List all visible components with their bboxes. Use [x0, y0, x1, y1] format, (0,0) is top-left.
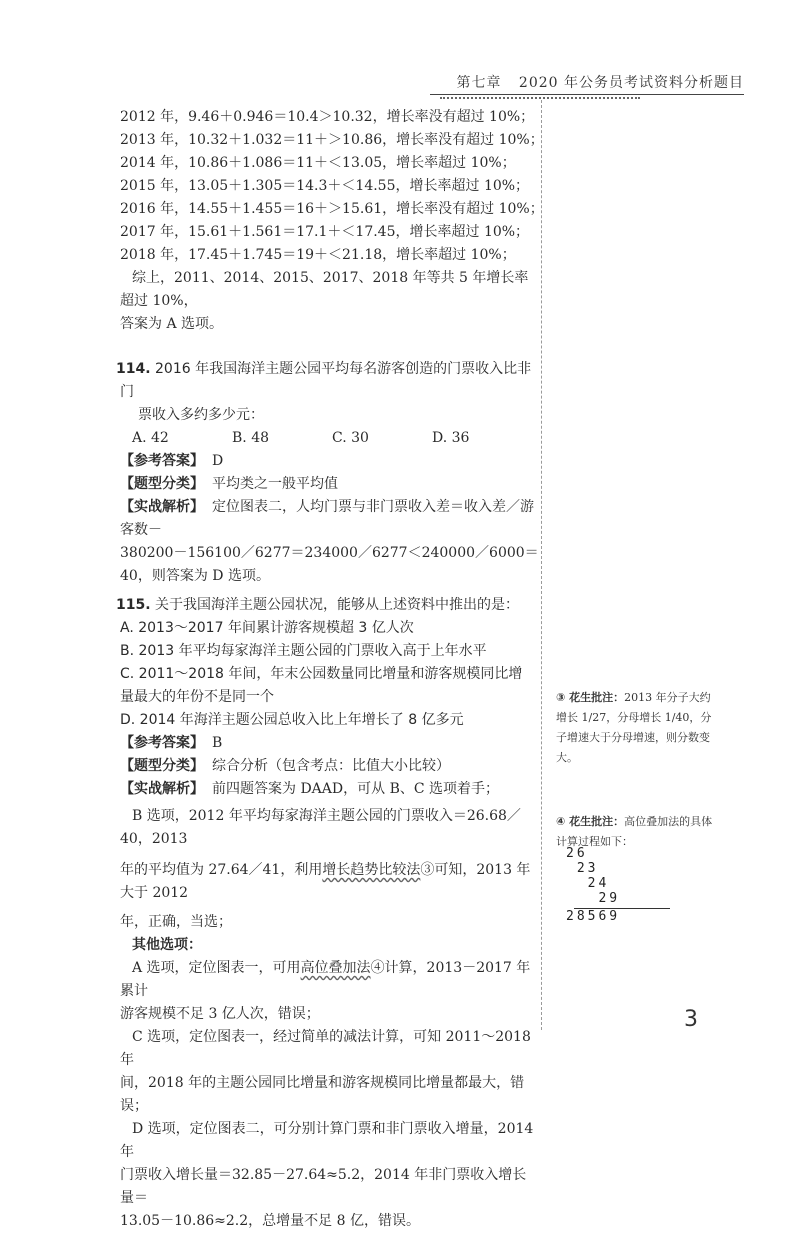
text-fragment: ④计算，2013－2017 年累计 [120, 960, 531, 999]
options-row [132, 427, 540, 450]
text-fragment: 年的平均值为 27.64／41，利用 [120, 862, 323, 878]
analysis-text: 定位图表二，人均门票与非门票收入差＝收入差／游客数－ [120, 499, 534, 538]
calc-line: 2012 年，9.46＋0.946＝10.4＞10.32，增长率没有超过 10%； [120, 109, 535, 125]
question-115 [116, 594, 540, 617]
type-value: 平均类之一般平均值 [212, 476, 338, 492]
method-term: 高位叠加法 [300, 960, 371, 976]
type-tag: 【题型分类】 [120, 758, 204, 774]
side-note-3 [556, 688, 716, 768]
calc-line: 2015 年，13.05＋1.305＝14.3＋＜14.55，增长率超过 10%； [120, 178, 530, 194]
calc-line: 2018 年，17.45＋1.745＝19＋＜21.18，增长率超过 10%； [120, 247, 516, 263]
addend: 24 [566, 876, 610, 891]
chapter-label: 第七章 [456, 75, 502, 91]
main-column [116, 106, 544, 1233]
option-a: A. 2013～2017 年间累计游客规模超 3 亿人次 [120, 620, 414, 636]
option-d-analysis: D 选项，定位图表二，可分别计算门票和非门票收入增量，2014 年 [120, 1121, 534, 1160]
option-b-analysis-end: 年，正确，当选； [120, 914, 232, 930]
text-fragment: ③可知，2013 年大于 2012 [120, 862, 531, 901]
calc-line: 2016 年，14.55＋1.455＝16＋＞15.61，增长率没有超过 10%； [120, 201, 544, 217]
note-body: 2013 年分子大约增长 1/27，分母增长 1/40，分子增速大于分母增速，则分数变大。 [556, 691, 712, 764]
text-fragment: A 选项，定位图表一，可用 [132, 960, 301, 976]
option-a: A. 42 [132, 430, 169, 446]
option-d: D. 36 [432, 430, 470, 446]
analysis-tag: 【实战解析】 [120, 781, 204, 797]
margin-divider [541, 100, 542, 1030]
question-number: 114. [116, 361, 151, 377]
page-number: 3 [684, 1007, 698, 1032]
option-c: C. 30 [332, 430, 369, 446]
book-title: 2020 年公务员考试资料分析题目 [518, 75, 744, 91]
answer-tag: 【参考答案】 [120, 453, 204, 469]
summary-text: 综上，2011、2014、2015、2017、2018 年等共 5 年增长率超过 10%， [120, 270, 529, 309]
option-b-analysis: B 选项，2012 年平均每家海洋主题公园的门票收入＝26.68／40，2013 [120, 808, 521, 847]
analysis-tag: 【实战解析】 [120, 499, 204, 515]
note-title: ③ 花生批注： [556, 691, 625, 704]
option-a-analysis-cont: 游客规模不足 3 亿人次，错误； [120, 1006, 320, 1022]
analysis-row [120, 778, 540, 801]
option-c-cont: 量最大的年份不是同一个 [120, 689, 274, 705]
addition-diagram [566, 846, 686, 924]
option-b-analysis-cont [120, 859, 540, 905]
question-114 [116, 358, 540, 404]
sum-total: 28569 [566, 909, 621, 924]
question-text-cont: 票收入多约多少元： [138, 407, 264, 423]
option-b: B. 48 [232, 430, 270, 446]
answer-value: D [212, 453, 224, 469]
question-text: 2016 年我国海洋主题公园平均每名游客创造的门票收入比非门 [120, 361, 532, 400]
option-c-analysis: C 选项，定位图表一，经过简单的减法计算，可知 2011～2018 年 [120, 1029, 531, 1068]
note-body: 高位叠加法的具体计算过程如下： [556, 815, 713, 848]
calc-line: 2014 年，10.86＋1.086＝11＋＜13.05，增长率超过 10%； [120, 155, 516, 171]
header-rule [430, 94, 744, 95]
option-b: B. 2013 年平均每家海洋主题公园的门票收入高于上年水平 [120, 643, 487, 659]
analysis-text-cont: 380200－156100／6277＝234000／6277＜240000／6000＝40，则答案为 D 选项。 [120, 545, 539, 584]
other-options-heading: 其他选项： [132, 937, 202, 953]
note-title: ④ 花生批注： [556, 815, 625, 828]
summary-text: 答案为 A 选项。 [120, 316, 224, 332]
analysis-row [120, 496, 540, 542]
question-text: 关于我国海洋主题公园状况，能够从上述资料中推出的是： [155, 597, 519, 613]
addend: 23 [566, 861, 599, 876]
option-c: C. 2011～2018 年间，年末公园数量同比增量和游客规模同比增 [120, 666, 523, 682]
calc-line: 2013 年，10.32＋1.032＝11＋＞10.86，增长率没有超过 10%； [120, 132, 544, 148]
option-d-analysis-end: 13.05－10.86≈2.2，总增量不足 8 亿，错误。 [120, 1213, 420, 1229]
analysis-text: 前四题答案为 DAAD，可从 B、C 选项着手； [212, 781, 500, 797]
answer-row [120, 450, 540, 473]
option-d: D. 2014 年海洋主题公园总收入比上年增长了 8 亿多元 [120, 712, 464, 728]
option-c-analysis-cont: 间，2018 年的主题公园同比增量和游客规模同比增量都最大，错误； [120, 1075, 525, 1114]
answer-tag: 【参考答案】 [120, 735, 204, 751]
type-tag: 【题型分类】 [120, 476, 204, 492]
running-header [456, 72, 744, 92]
option-d-analysis-cont: 门票收入增长量＝32.85－27.64≈5.2，2014 年非门票收入增长量＝ [120, 1167, 527, 1206]
type-row [120, 755, 540, 778]
answer-value: B [212, 735, 223, 751]
header-dots [440, 97, 640, 99]
method-term: 增长趋势比较法 [322, 862, 421, 878]
calc-line: 2017 年，15.61＋1.561＝17.1＋＜17.45，增长率超过 10%； [120, 224, 530, 240]
addend: 29 [566, 891, 621, 906]
answer-row [120, 732, 540, 755]
addend: 26 [566, 846, 588, 861]
type-row [120, 473, 540, 496]
question-number: 115. [116, 597, 151, 613]
type-value: 综合分析（包含考点：比值大小比较） [212, 758, 450, 774]
option-a-analysis [120, 957, 540, 1003]
